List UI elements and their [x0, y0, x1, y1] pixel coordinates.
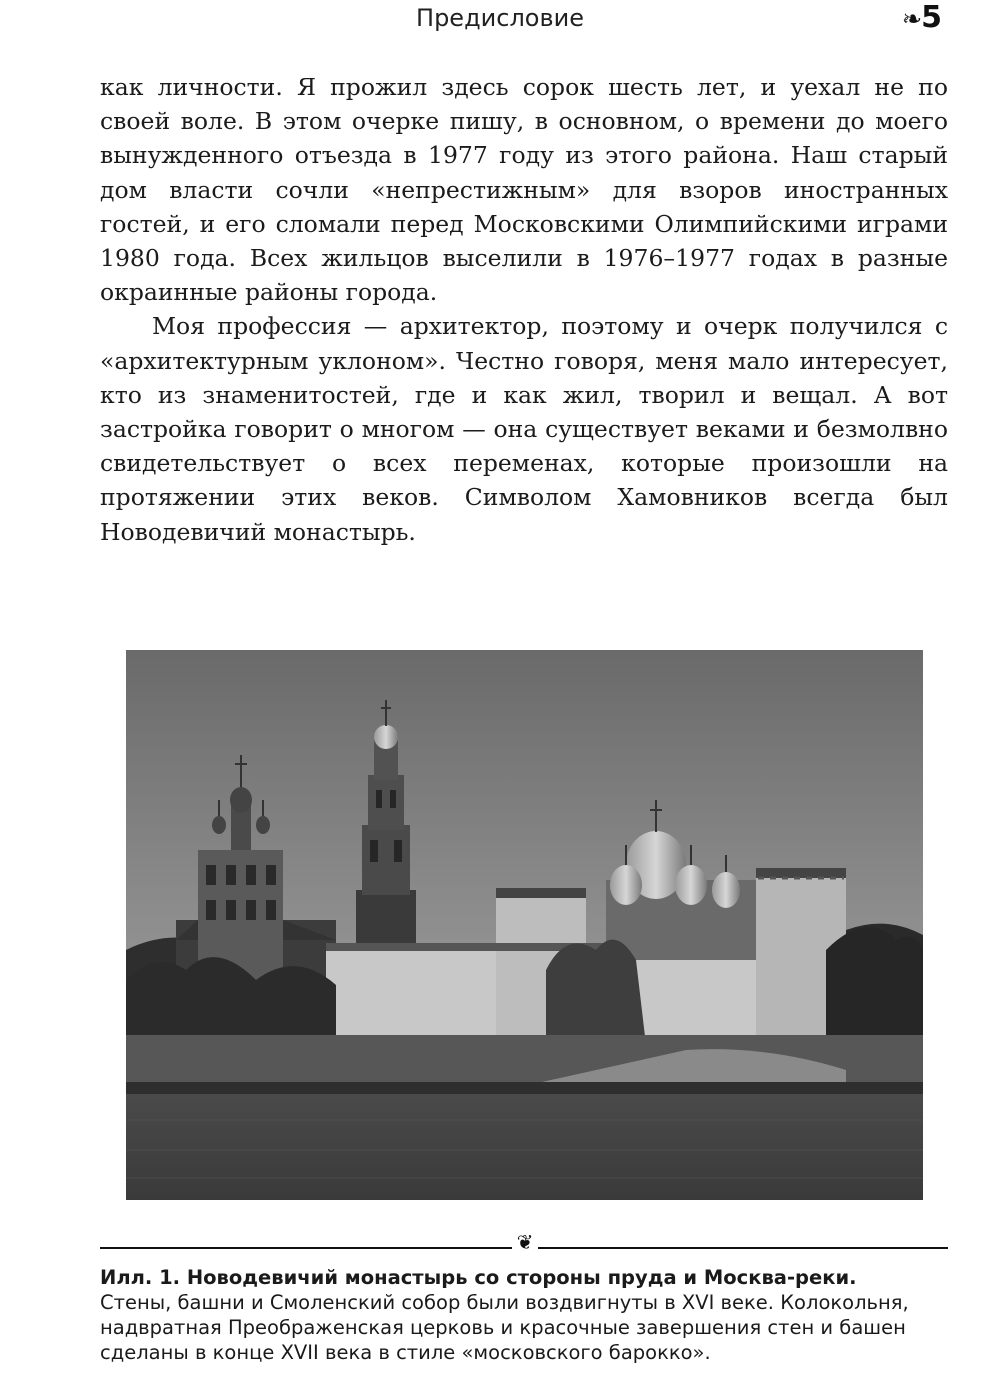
caption-title: Илл. 1. Новодевичий монастырь со стороны пруда и Москва-реки.	[100, 1266, 857, 1289]
divider-rule-left	[100, 1247, 512, 1249]
running-header-title: Предисловие	[416, 4, 584, 32]
body-text	[100, 70, 948, 549]
divider-rule-right	[538, 1247, 948, 1249]
figure-caption	[100, 1265, 948, 1365]
header-ornament-icon: ❧	[901, 5, 922, 33]
page-number: 5	[921, 0, 942, 35]
caption-divider	[100, 1232, 948, 1256]
caption-text: Стены, башни и Смоленский собор были воздвигнуты в XVI веке. Колокольня, надвратная Преображенская церковь и красочные завершения стен и башен сделаны в конце XVII века в стиле «московского барокко».	[100, 1291, 909, 1364]
paragraph-2: Моя профессия — архитектор, поэтому и очерк получился с «архитектурным уклоном». Честно говоря, меня мало интересует, кто из знаменитостей, где и как жил, творил и вещал. А вот застройка говорит о многом — она существует веками и безмолвно свидетельствует о всех переменах, которые произошли на протяжении этих веков. Символом Хамовников всегда был Новодевичий монастырь.	[100, 312, 948, 546]
divider-ornament-icon: ❦	[516, 1230, 534, 1254]
monastery-photo	[126, 650, 923, 1200]
paragraph-1: как личности. Я прожил здесь сорок шесть лет, и уехал не по своей воле. В этом очерке пишу, в основном, о времени до моего вынужденного отъезда в 1977 году из этого района. Наш старый дом власти сочли «непрестижным» для взоров иностранных гостей, и его сломали перед Московскими Олимпийскими играми 1980 года. Всех жильцов выселили в 1976–1977 годах в разные окраинные районы города.	[100, 73, 948, 307]
